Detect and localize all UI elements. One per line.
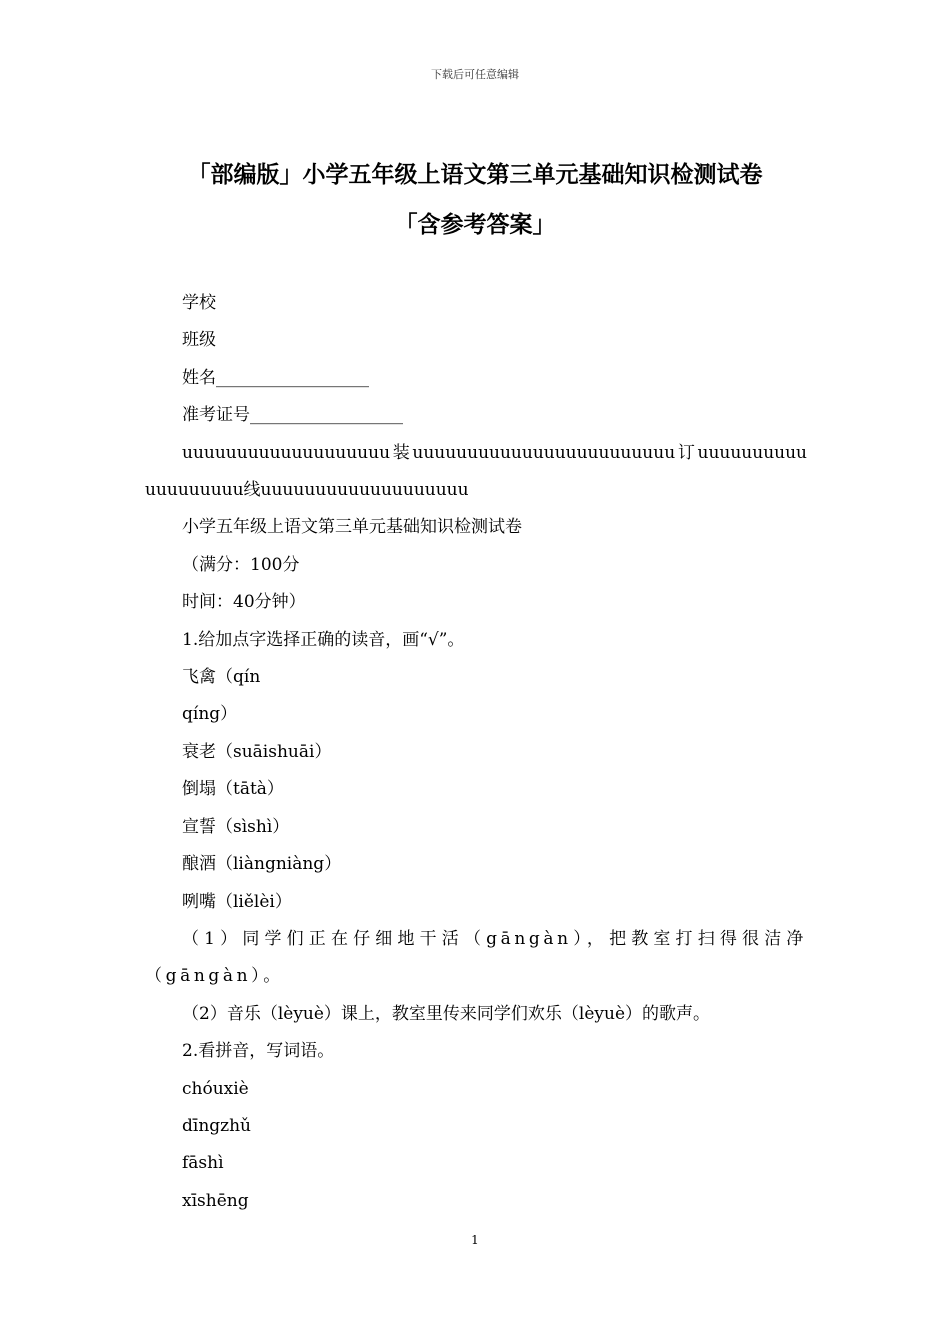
- binding-line: uuuuuuuuuuuuuuuuuuu装uuuuuuuuuuuuuuuuuuuuuuuu订uuuuuuuuuuuuuuuuuuu线uuuuuuuuuuuuuuuuuuu: [145, 442, 807, 501]
- q2-item: xīshēng: [182, 1190, 249, 1211]
- q1-item: 宣誓（sìshì）: [182, 816, 290, 837]
- full-score: （满分：100分: [182, 554, 300, 575]
- page-header: 下载后可任意编辑: [431, 68, 519, 81]
- q1-item: qíng）: [182, 704, 238, 725]
- document-title-suffix: 「含参考答案」: [394, 212, 556, 238]
- exam-time: 时间：40分钟）: [182, 592, 306, 613]
- exam-id-field: 准考证号__________________: [182, 405, 403, 426]
- q1-sentence-2: （2）音乐（lèyuè）课上，教室里传来同学们欢乐（lèyuè）的歌声。: [182, 1003, 711, 1024]
- school-field: 学校: [182, 293, 216, 313]
- document-body: [145, 285, 807, 1220]
- page-number: 1: [471, 1233, 479, 1247]
- q2-item: fāshì: [182, 1153, 224, 1174]
- exam-subtitle: 小学五年级上语文第三单元基础知识检测试卷: [182, 517, 522, 538]
- q2-item: chóuxiè: [182, 1078, 249, 1099]
- q1-item: 衰老（suāishuāi）: [182, 741, 332, 762]
- q1-sentence-1: （1）同学们正在仔细地干活（gāngàn），把教室打扫得很洁净（gāngàn）。: [145, 928, 807, 987]
- q1-item: 飞禽（qín: [182, 667, 261, 688]
- q1-item: 咧嘴（liělèi）: [182, 891, 292, 912]
- class-field: 班级: [182, 330, 216, 351]
- document-title: 「部编版」小学五年级上语文第三单元基础知识检测试卷: [187, 162, 763, 188]
- question-1-prompt: 1.给加点字选择正确的读音，画“√”。: [182, 629, 465, 650]
- q1-item: 酿酒（liàngniàng）: [182, 854, 342, 875]
- q1-item: 倒塌（tātà）: [182, 779, 284, 800]
- question-2-prompt: 2.看拼音，写词语。: [182, 1041, 335, 1062]
- q2-item: dīngzhǔ: [182, 1115, 252, 1136]
- name-field: 姓名__________________: [182, 367, 369, 388]
